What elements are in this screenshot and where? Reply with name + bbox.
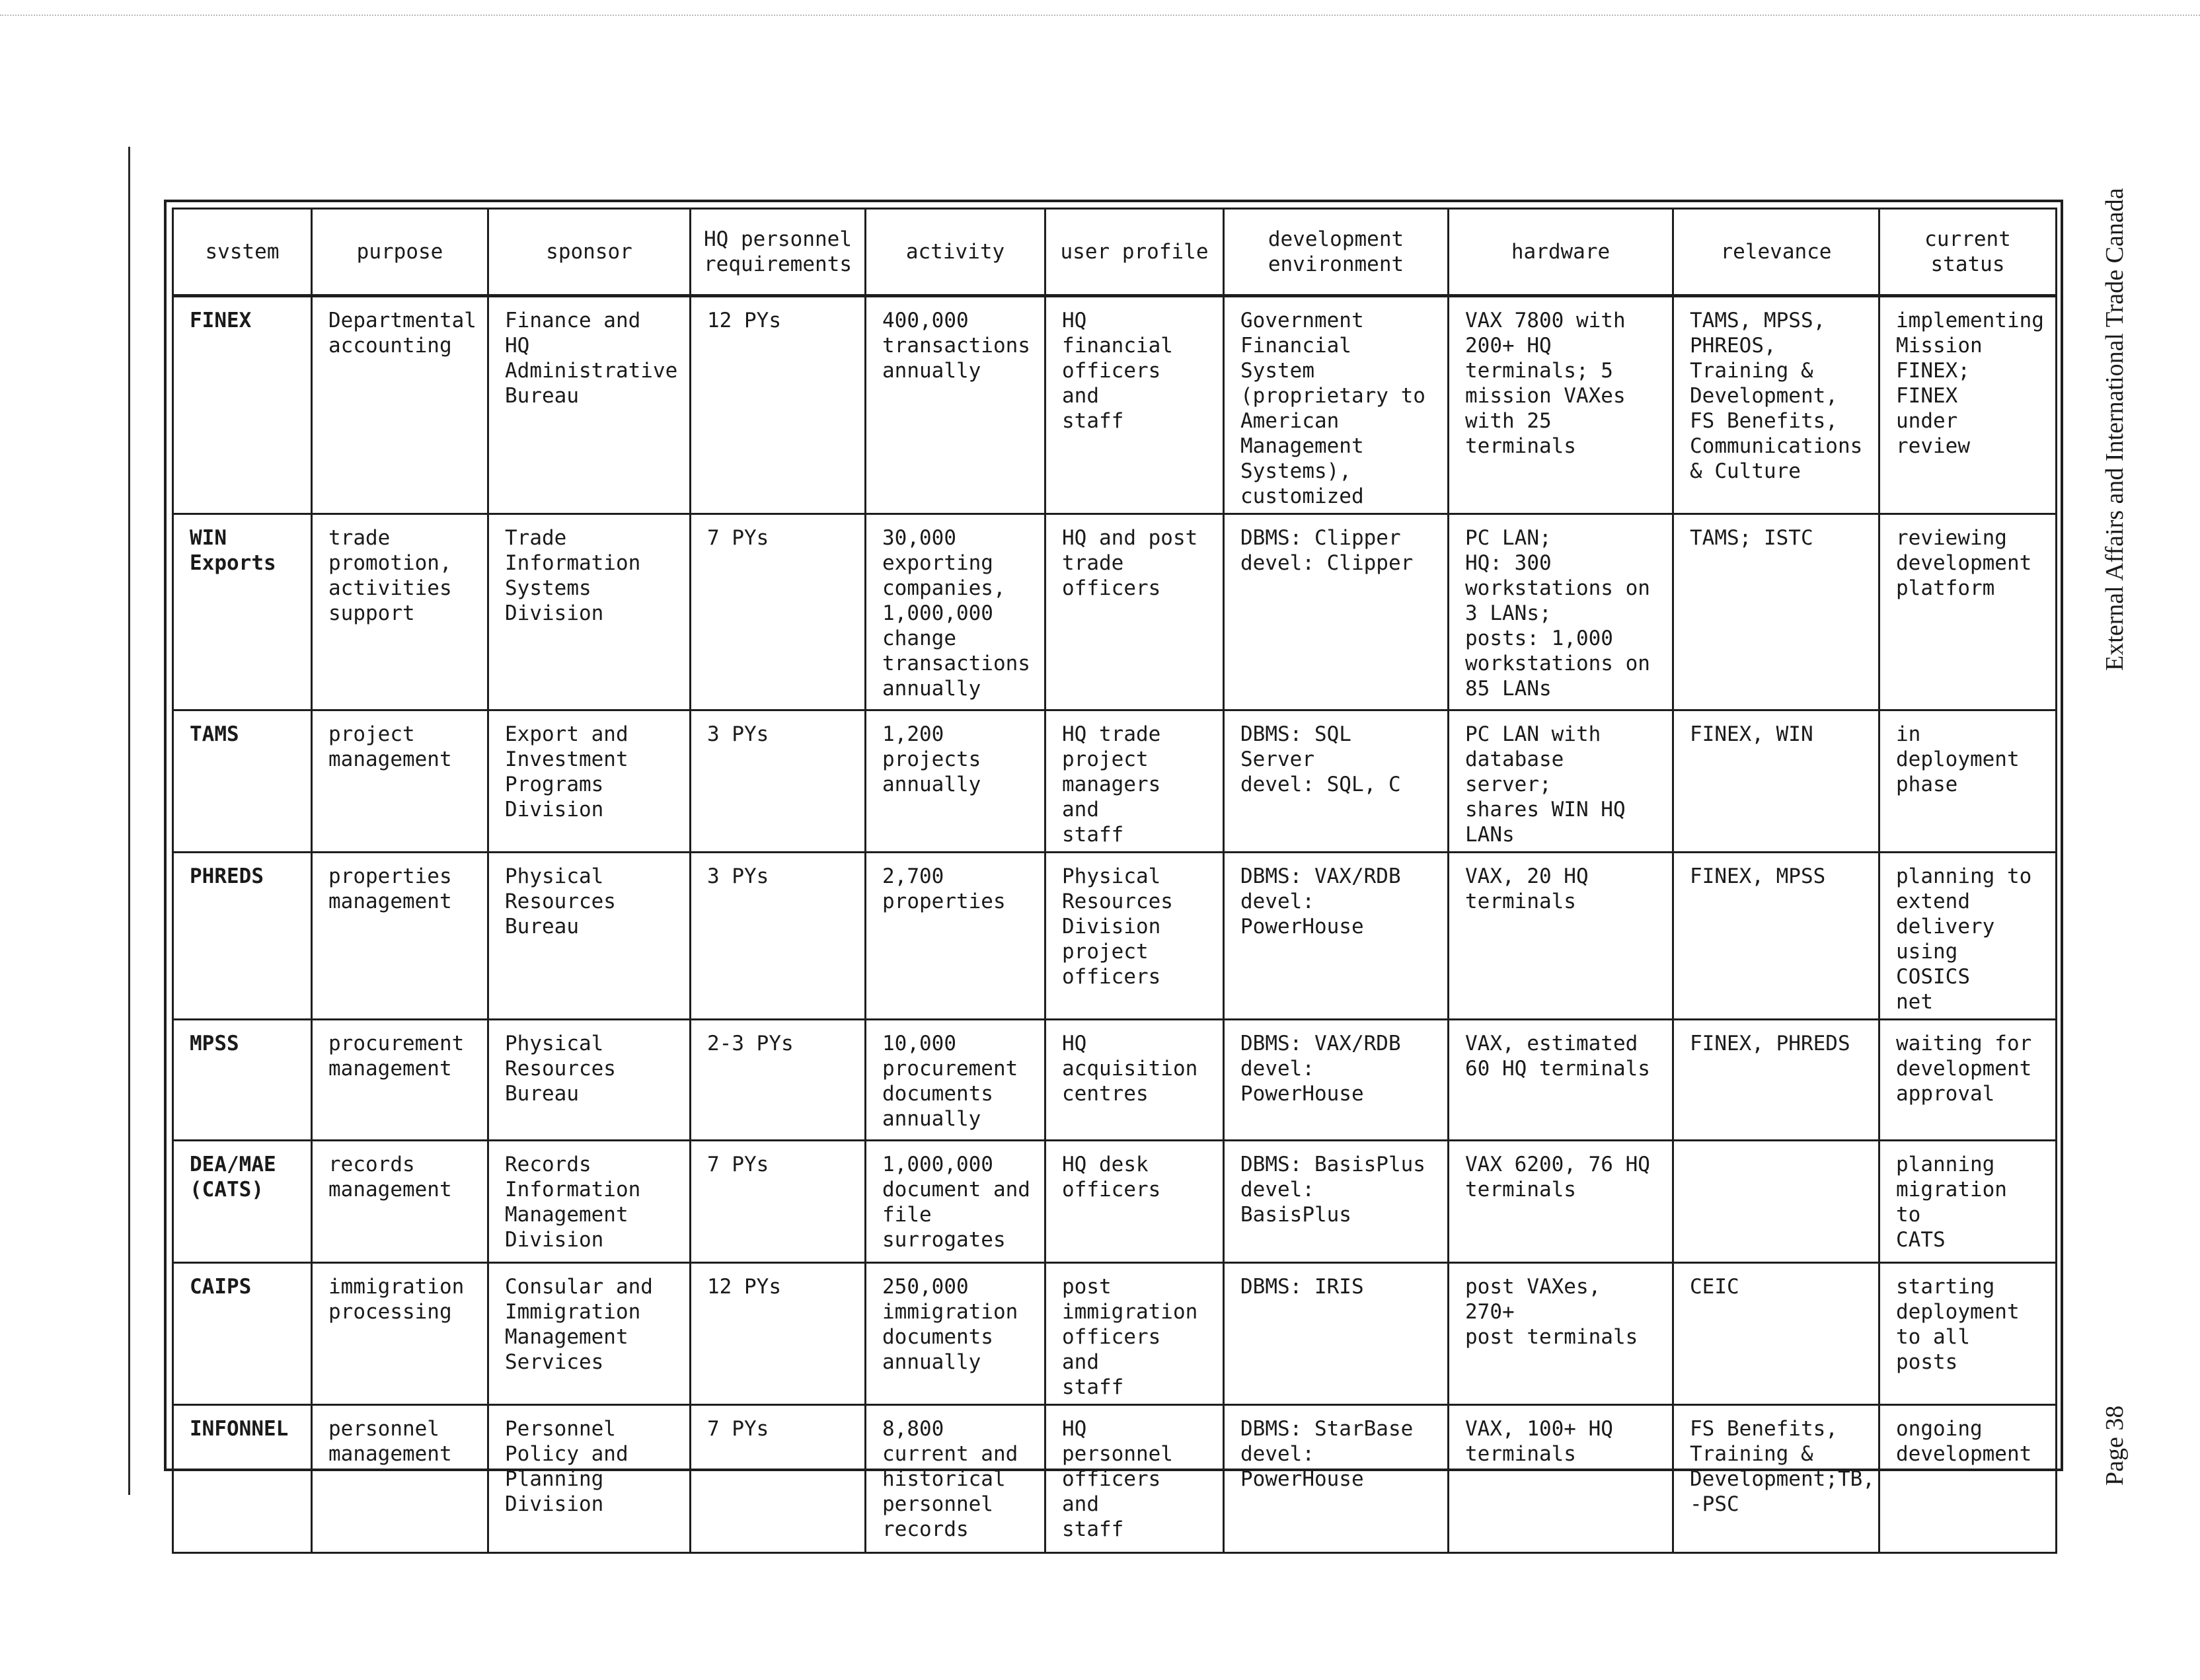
cell-sponsor: Consular and Immigration Management Services <box>488 1263 691 1405</box>
side-title: External Affairs and International Trade Canada <box>2101 188 2129 671</box>
header-hq-personnel: HQ personnel requirements <box>691 209 866 296</box>
cell-hardware: VAX 6200, 76 HQ terminals <box>1449 1141 1673 1263</box>
cell-system: INFONNEL <box>173 1405 312 1553</box>
cell-activity: 1,200 projects annually <box>866 710 1045 853</box>
systems-table-frame <box>164 200 2063 1541</box>
cell-hq-personnel: 12 PYs <box>691 296 866 514</box>
cell-system: WIN Exports <box>173 514 312 710</box>
cell-user-profile: HQ financial officers and staff <box>1045 296 1224 514</box>
cell-current-status: reviewing development platform <box>1879 514 2057 710</box>
cell-hq-personnel: 3 PYs <box>691 853 866 1020</box>
cell-purpose: Departmental accounting <box>312 296 488 514</box>
cell-current-status: waiting for development approval <box>1879 1020 2057 1141</box>
cell-hardware: VAX, estimated 60 HQ terminals <box>1449 1020 1673 1141</box>
cell-activity: 30,000 exporting companies, 1,000,000 change transactions annually <box>866 514 1045 710</box>
table-row <box>173 1141 2057 1263</box>
table-row <box>173 1405 2057 1553</box>
cell-relevance <box>1673 1141 1879 1263</box>
cell-system: FINEX <box>173 296 312 514</box>
header-sponsor: sponsor <box>488 209 691 296</box>
table-row <box>173 853 2057 1020</box>
cell-user-profile: HQ and post trade officers <box>1045 514 1224 710</box>
cell-hq-personnel: 7 PYs <box>691 1141 866 1263</box>
cell-sponsor: Records Information Management Division <box>488 1141 691 1263</box>
cell-development-environment: DBMS: BasisPlus devel: BasisPlus <box>1224 1141 1449 1263</box>
cell-sponsor: Trade Information Systems Division <box>488 514 691 710</box>
cell-development-environment: DBMS: IRIS <box>1224 1263 1449 1405</box>
cell-system: PHREDS <box>173 853 312 1020</box>
cell-sponsor: Physical Resources Bureau <box>488 1020 691 1141</box>
cell-purpose: immigration processing <box>312 1263 488 1405</box>
cell-activity: 250,000 immigration documents annually <box>866 1263 1045 1405</box>
cell-hq-personnel: 2-3 PYs <box>691 1020 866 1141</box>
cell-development-environment: DBMS: Clipper devel: Clipper <box>1224 514 1449 710</box>
cell-activity: 8,800 current and historical personnel records <box>866 1405 1045 1553</box>
cell-purpose: project management <box>312 710 488 853</box>
cell-sponsor: Personnel Policy and Planning Division <box>488 1405 691 1553</box>
cell-purpose: records management <box>312 1141 488 1263</box>
cell-hq-personnel: 7 PYs <box>691 1405 866 1553</box>
table-row <box>173 1263 2057 1405</box>
table-row <box>173 296 2057 514</box>
cell-current-status: planning migration to CATS <box>1879 1141 2057 1263</box>
cell-hardware: PC LAN; HQ: 300 workstations on 3 LANs; posts: 1,000 workstations on 85 LANs <box>1449 514 1673 710</box>
cell-relevance: TAMS; ISTC <box>1673 514 1879 710</box>
header-current-status: current status <box>1879 209 2057 296</box>
cell-hardware: VAX 7800 with 200+ HQ terminals; 5 mission VAXes with 25 terminals <box>1449 296 1673 514</box>
cell-sponsor: Physical Resources Bureau <box>488 853 691 1020</box>
cell-current-status: implementing Mission FINEX; FINEX under review <box>1879 296 2057 514</box>
cell-purpose: personnel management <box>312 1405 488 1553</box>
cell-development-environment: DBMS: StarBase devel: PowerHouse <box>1224 1405 1449 1553</box>
cell-system: CAIPS <box>173 1263 312 1405</box>
cell-hq-personnel: 7 PYs <box>691 514 866 710</box>
cell-user-profile: post immigration officers and staff <box>1045 1263 1224 1405</box>
cell-purpose: properties management <box>312 853 488 1020</box>
cell-current-status: in deployment phase <box>1879 710 2057 853</box>
header-system: svstem <box>173 209 312 296</box>
cell-purpose: trade promotion, activities support <box>312 514 488 710</box>
cell-hardware: PC LAN with database server; shares WIN HQ LANs <box>1449 710 1673 853</box>
cell-current-status: starting deployment to all posts <box>1879 1263 2057 1405</box>
cell-development-environment: DBMS: VAX/RDB devel: PowerHouse <box>1224 853 1449 1020</box>
cell-relevance: TAMS, MPSS, PHREOS, Training & Development, FS Benefits, Communications & Culture <box>1673 296 1879 514</box>
cell-user-profile: HQ acquisition centres <box>1045 1020 1224 1141</box>
cell-hardware: VAX, 100+ HQ terminals <box>1449 1405 1673 1553</box>
cell-relevance: CEIC <box>1673 1263 1879 1405</box>
table-header-row <box>173 209 2057 296</box>
cell-development-environment: DBMS: SQL Server devel: SQL, C <box>1224 710 1449 853</box>
page-number: Page 38 <box>2101 1405 2129 1486</box>
cell-activity: 10,000 procurement documents annually <box>866 1020 1045 1141</box>
cell-user-profile: Physical Resources Division project officers <box>1045 853 1224 1020</box>
cell-development-environment: DBMS: VAX/RDB devel: PowerHouse <box>1224 1020 1449 1141</box>
cell-current-status: ongoing development <box>1879 1405 2057 1553</box>
cell-sponsor: Export and Investment Programs Division <box>488 710 691 853</box>
table-row <box>173 710 2057 853</box>
cell-system: TAMS <box>173 710 312 853</box>
scan-top-edge <box>0 15 2200 16</box>
systems-table <box>172 208 2057 1554</box>
header-relevance: relevance <box>1673 209 1879 296</box>
table-row <box>173 514 2057 710</box>
cell-sponsor: Finance and HQ Administrative Bureau <box>488 296 691 514</box>
cell-user-profile: HQ personnel officers and staff <box>1045 1405 1224 1553</box>
cell-relevance: FS Benefits, Training & Development;TB, -PSC <box>1673 1405 1879 1553</box>
left-margin-rule <box>128 147 130 1495</box>
header-development-environment: development environment <box>1224 209 1449 296</box>
header-activity: activity <box>866 209 1045 296</box>
cell-system: DEA/MAE (CATS) <box>173 1141 312 1263</box>
cell-hardware: post VAXes, 270+ post terminals <box>1449 1263 1673 1405</box>
cell-activity: 400,000 transactions annually <box>866 296 1045 514</box>
cell-activity: 1,000,000 document and file surrogates <box>866 1141 1045 1263</box>
table-row <box>173 1020 2057 1141</box>
cell-user-profile: HQ desk officers <box>1045 1141 1224 1263</box>
cell-relevance: FINEX, PHREDS <box>1673 1020 1879 1141</box>
cell-system: MPSS <box>173 1020 312 1141</box>
cell-development-environment: Government Financial System (proprietary to American Management Systems), customized <box>1224 296 1449 514</box>
cell-activity: 2,700 properties <box>866 853 1045 1020</box>
cell-user-profile: HQ trade project managers and staff <box>1045 710 1224 853</box>
cell-relevance: FINEX, MPSS <box>1673 853 1879 1020</box>
cell-hq-personnel: 3 PYs <box>691 710 866 853</box>
cell-purpose: procurement management <box>312 1020 488 1141</box>
cell-hq-personnel: 12 PYs <box>691 1263 866 1405</box>
cell-relevance: FINEX, WIN <box>1673 710 1879 853</box>
cell-hardware: VAX, 20 HQ terminals <box>1449 853 1673 1020</box>
header-purpose: purpose <box>312 209 488 296</box>
cell-current-status: planning to extend delivery using COSICS net <box>1879 853 2057 1020</box>
header-hardware: hardware <box>1449 209 1673 296</box>
header-user-profile: user profile <box>1045 209 1224 296</box>
